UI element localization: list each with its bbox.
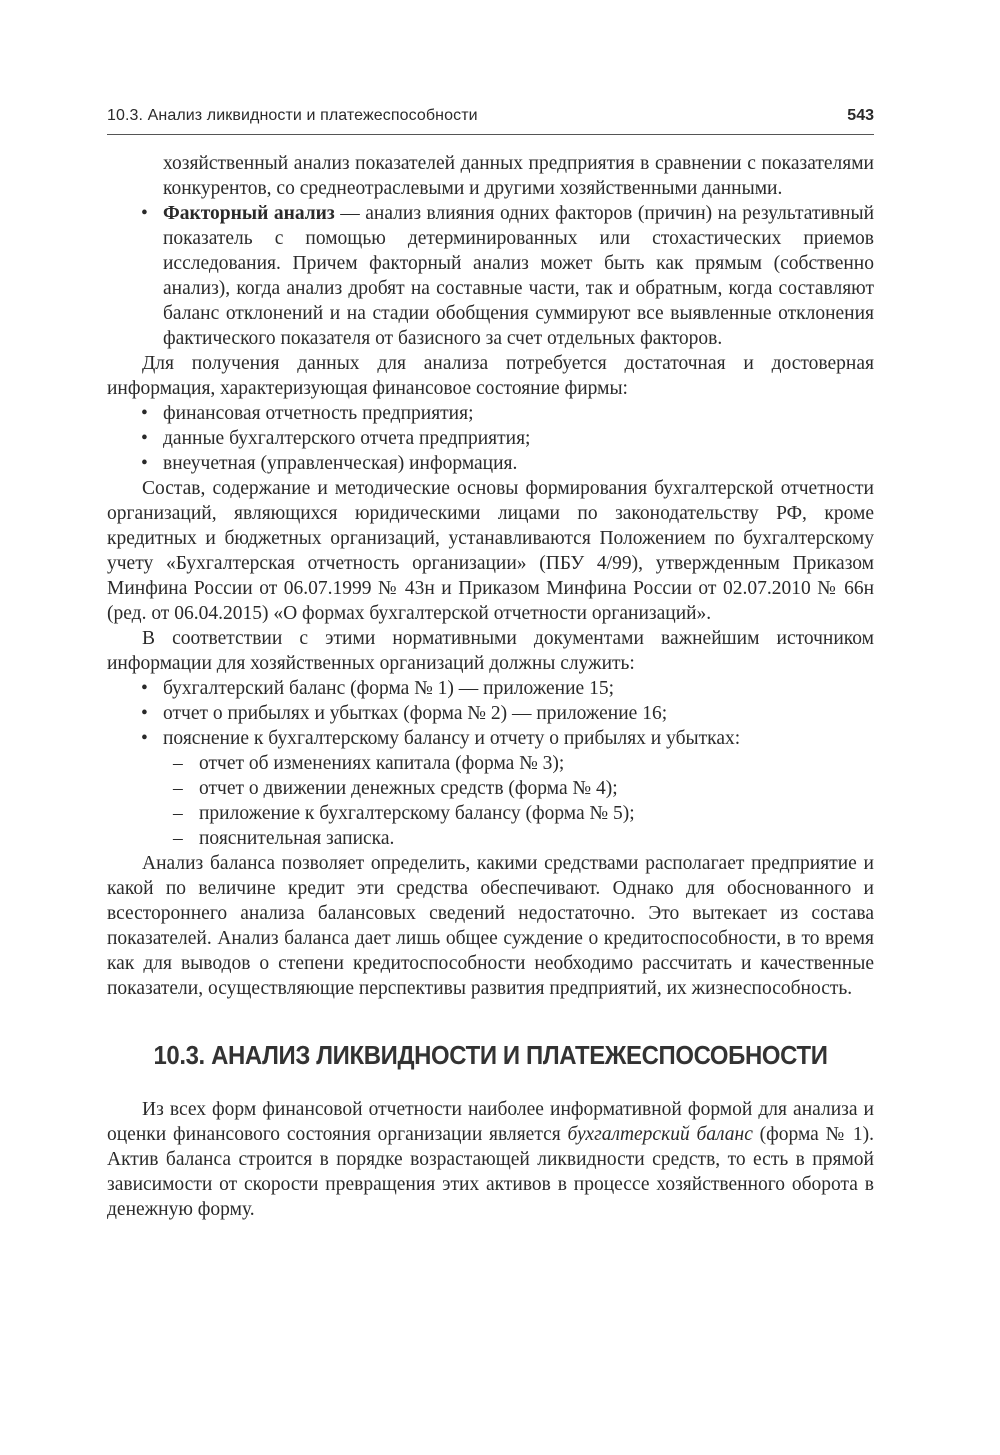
dash-glyph: – xyxy=(173,753,183,774)
list-item xyxy=(107,401,874,426)
list-item-text: финансовая отчетность предприятия; xyxy=(163,403,474,424)
sublist-item xyxy=(107,801,874,826)
sublist-item xyxy=(107,776,874,801)
list-item-factor-analysis xyxy=(107,201,874,351)
sublist-item-text: приложение к бухгалтерскому балансу (форма № 5); xyxy=(199,803,635,824)
running-title: 10.3. Анализ ликвидности и платежеспособности xyxy=(107,107,478,124)
bullet-glyph: • xyxy=(141,678,148,699)
sublist-item xyxy=(107,751,874,776)
sublist-item-text: отчет об изменениях капитала (форма № 3); xyxy=(199,753,565,774)
header-rule xyxy=(107,134,874,135)
bullet-glyph: • xyxy=(141,203,148,224)
page-number: 543 xyxy=(847,107,874,124)
section-heading: 10.3. АНАЛИЗ ЛИКВИДНОСТИ И ПЛАТЕЖЕСПОСОБНОСТИ xyxy=(153,1040,828,1070)
paragraph-text-end: (форма № 1). Актив баланса строится в порядке возрастающей ликвидности средств, то есть в прямой зависимости от скорости превращения этих активов в процессе хозяйственного оборота в денежную форму. xyxy=(107,1124,875,1220)
list-item xyxy=(107,676,874,701)
sublist-item-text: пояснительная записка. xyxy=(199,828,395,849)
list-item xyxy=(107,426,874,451)
info-sources-list xyxy=(107,401,874,476)
list-item-text: пояснение к бухгалтерскому балансу и отчету о прибылях и убытках: xyxy=(163,728,741,749)
factor-analysis-definition: — анализ влияния одних факторов (причин) на результативный показатель с помощью детерминированных или стохастических приемов исследования. Причем факторный анализ может быть как прямым (собственно анализ), когда анализ дробят на составные части, так и обратным, когда составляют баланс отклонений и на стадии обобщения суммируют все выявленные отклонения фактического показателя от базисного за счет отдельных факторов. xyxy=(163,203,875,349)
dash-glyph: – xyxy=(173,803,183,824)
report-forms-list xyxy=(107,676,874,751)
bullet-glyph: • xyxy=(141,453,148,474)
term-factor-analysis: Факторный анализ xyxy=(163,203,335,224)
list-item-continuation: хозяйственный анализ показателей данных предприятия в сравнении с показателями конкурентов, со среднеотраслевыми и другими хозяйственными данными. xyxy=(163,153,874,199)
bullet-glyph: • xyxy=(141,403,148,424)
running-header xyxy=(107,107,874,131)
emphasis-balance-sheet: бухгалтерский баланс xyxy=(567,1124,753,1145)
dash-glyph: – xyxy=(173,778,183,799)
bullet-glyph: • xyxy=(141,703,148,724)
list-item xyxy=(107,451,874,476)
list-item-text: отчет о прибылях и убытках (форма № 2) — приложение 16; xyxy=(163,703,668,724)
paragraph-information-sources: В соответствии с этими нормативными документами важнейшим источником информации для хозяйственных организаций должны служить: xyxy=(107,628,874,674)
sublist-item-text: отчет о движении денежных средств (форма № 4); xyxy=(199,778,618,799)
list-item xyxy=(107,701,874,726)
paragraph-info-requirements: Для получения данных для анализа потребуется достаточная и достоверная информация, характеризующая финансовое состояние фирмы: xyxy=(107,353,874,399)
list-item-text: внеучетная (управленческая) информация. xyxy=(163,453,518,474)
paragraph-balance-analysis: Анализ баланса позволяет определить, какими средствами располагает предприятие и какой по величине кредит эти средства обеспечивают. Однако для обоснованного и всестороннего анализа балансовых сведений недостаточно. Это вытекает из состава показателей. Анализ баланса дает лишь общее суждение о кредитоспособности, в то время как для выводов о степени кредитоспособности необходимо рассчитать и качественные показатели, осуществляющие перспективы развития предприятий, их жизнеспособность. xyxy=(107,853,874,999)
page-body xyxy=(107,151,874,1222)
bullet-glyph: • xyxy=(141,428,148,449)
list-item-text: данные бухгалтерского отчета предприятия; xyxy=(163,428,531,449)
paragraph-reporting-composition: Состав, содержание и методические основы формирования бухгалтерской отчетности организаций, являющихся юридическими лицами по законодательству РФ, кроме кредитных и бюджетных организаций, устанавливаются Положением по бухгалтерскому учету «Бухгалтерская отчетность организации» (ПБУ 4/99), утвержденным Приказом Минфина России от 06.07.1999 № 43н и Приказом Минфина России от 02.07.2010 № 66н (ред. от 06.04.2015) «О формах бухгалтерской отчетности организаций». xyxy=(107,478,874,624)
bullet-glyph: • xyxy=(141,728,148,749)
explanation-sublist xyxy=(107,751,874,851)
sublist-item xyxy=(107,826,874,851)
factor-analysis-list xyxy=(107,201,874,351)
list-item-text: бухгалтерский баланс (форма № 1) — приложение 15; xyxy=(163,678,614,699)
dash-glyph: – xyxy=(173,828,183,849)
paragraph-balance-sheet xyxy=(107,1097,874,1222)
list-item xyxy=(107,726,874,751)
paragraph-text-start: Из всех форм финансовой отчетности наиболее информативной формой для анализа и оценки финансового состояния организации является xyxy=(107,1099,874,1145)
